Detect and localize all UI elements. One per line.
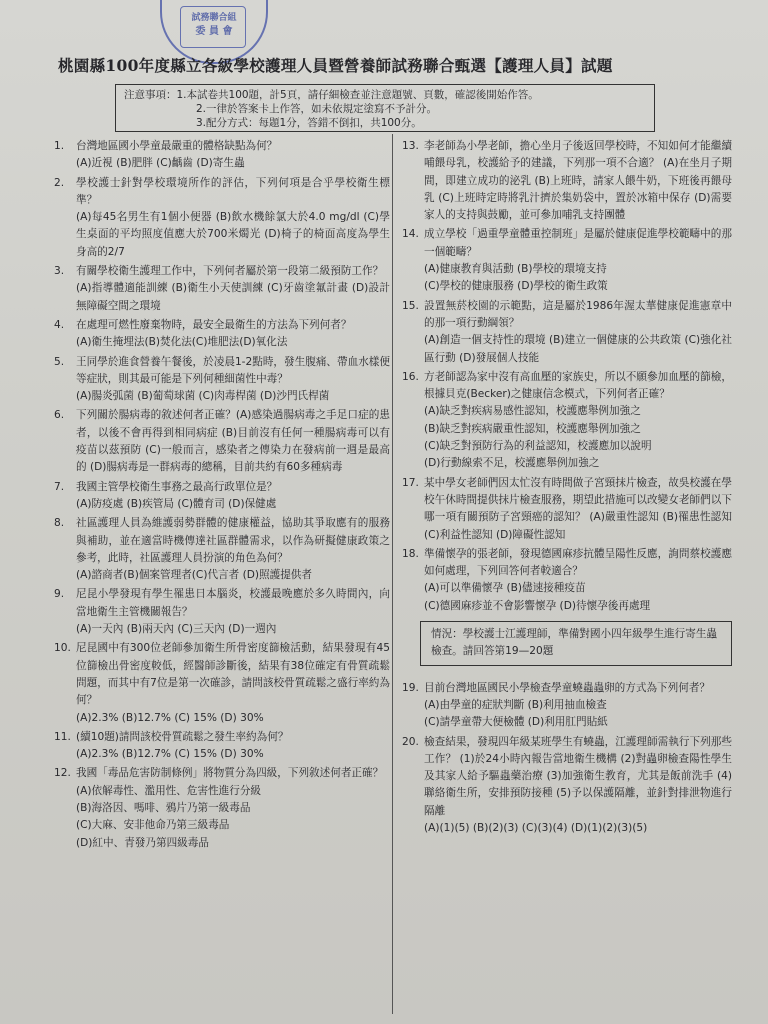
answer-options: (A)由學童的症狀判斷 (B)利用抽血檢查 [424, 698, 607, 711]
answer-options: (A)衛生掩埋法(B)焚化法(C)堆肥法(D)氧化法 [76, 336, 288, 349]
answer-options: (C)請學童帶大便檢體 (D)利用肛門貼紙 [424, 716, 608, 729]
question-text: 下列關於腸病毒的敘述何者正確？(A)感染過腸病毒之手足口症的患者，以後不會再得到相同病症 (B)目前沒有任何一種腸病毒可以有疫苗以茲預防 (C)一般而言，感染者之傳染力在發病前一週是最高的 (D)腸病毒是一群病毒的總稱，目前共約有60多種病毒 [76, 409, 390, 474]
answer-options: (A)諮商者(B)個案管理者(C)代言者 (D)照護提供者 [76, 569, 312, 582]
question-number: 2. [54, 176, 65, 189]
answer-options: (A)一天內 (B)兩天內 (C)三天內 (D)一週內 [76, 623, 277, 636]
answer-options: (A)(1)(5) (B)(2)(3) (C)(3)(4) (D)(1)(2)(3)(5) [424, 821, 648, 834]
answer-options: (C)學校的健康服務 (D)學校的衛生政策 [424, 280, 608, 293]
notice-box [115, 84, 655, 132]
question-item [402, 226, 732, 295]
question-item [402, 680, 732, 732]
question-text: 社區護理人員為維護弱勢群體的健康權益，協助其爭取應有的服務與補助，並在適當時機傳達社區群體需求，以作為研擬健康政策之參考，此時，社區護理人員扮演的角色為何？ [76, 517, 390, 564]
question-number: 20. [402, 735, 419, 748]
question-item [54, 729, 390, 764]
question-item [54, 175, 390, 261]
answer-options: (A)每45名男生有1個小便器 (B)飲水機餘氯大於4.0 mg/dl (C)學生桌面的平均照度值應大於700米燭光 (D)椅子的椅面高度為學生身高的2/7 [76, 211, 390, 258]
question-number: 1. [54, 140, 65, 152]
notice-line: 3.配分方式：每題1分，答錯不倒扣，共100分。 [196, 117, 422, 129]
question-number: 12. [54, 767, 71, 780]
answer-options: (B)缺乏對疾病嚴重性認知，校護應舉例加強之 [424, 422, 641, 435]
left-column [54, 138, 390, 854]
answer-options: (A)可以準備懷孕 (B)儘速接種疫苗 [424, 582, 586, 595]
right-column [402, 138, 732, 839]
question-item [54, 640, 390, 726]
question-number: 3. [54, 265, 65, 278]
answer-options: (D)行動線索不足，校護應舉例加強之 [424, 457, 600, 470]
question-text: 在處理可燃性廢棄物時，最安全最衛生的方法為下列何者？ [76, 318, 352, 331]
question-item [54, 317, 390, 352]
question-item [402, 734, 732, 838]
question-item [402, 138, 732, 224]
notice-line: 2.一律於答案卡上作答，如未依規定塗寫不予計分。 [196, 103, 438, 115]
question-number: 5. [54, 355, 65, 368]
question-item [402, 298, 732, 367]
question-text: 我國主管學校衛生事務之最高行政單位是？ [76, 480, 278, 493]
question-number: 18. [402, 547, 419, 560]
question-item [54, 479, 390, 514]
question-item [54, 765, 390, 851]
question-item [54, 354, 390, 406]
question-number: 14. [402, 228, 419, 241]
question-text: 目前台灣地區國民小學檢查學童蟯蟲蟲卵的方式為下列何者？ [424, 681, 711, 694]
question-number: 10. [54, 642, 71, 655]
answer-options: (A)2.3% (B)12.7% (C) 15% (D) 30% [76, 748, 264, 761]
question-item [54, 586, 390, 638]
question-item [402, 369, 732, 473]
question-number: 9. [54, 588, 65, 601]
answer-options: (D)紅中、青發乃第四級毒品 [76, 836, 209, 849]
answer-options: (A)依解毒性、濫用性、危害性進行分級 [76, 784, 262, 797]
seal-line-1: 試務聯合組 [191, 13, 237, 23]
question-item [54, 138, 390, 173]
answer-options: (A)創造一個支持性的環境 (B)建立一個健康的公共政策 (C)強化社區行動 (D)發展個人技能 [424, 334, 732, 364]
question-text: 成立學校「過重學童體重控制班」是屬於健康促進學校範疇中的那一個範疇？ [424, 228, 732, 258]
question-text: 有關學校衛生護理工作中，下列何者屬於第一段第二級預防工作？ [76, 265, 384, 278]
question-number: 6. [54, 409, 65, 422]
question-number: 11. [54, 730, 71, 743]
notice-line: 注意事項：1.本試卷共100題，計5頁，請仔細檢查並注意題號、頁數，確認後開始作答。 [124, 89, 539, 101]
question-number: 8. [54, 517, 65, 530]
question-text: 王同學於進食營養午餐後，於凌晨1-2點時，發生腹痛、帶血水樣便等症狀，則其最可能是下列何種細菌性中毒？ [76, 355, 390, 385]
answer-options: (A)健康教育與活動 (B)學校的環境支持 [424, 263, 607, 276]
answer-options: (A)指導體適能訓練 (B)衛生小天使訓練 (C)牙齒塗氟計畫 (D)設計無障礙空間之環境 [76, 282, 390, 312]
question-item [54, 515, 390, 584]
answer-options: (A)2.3% (B)12.7% (C) 15% (D) 30% [76, 711, 264, 724]
seal-line-2: 委 員 會 [195, 26, 233, 37]
question-item [402, 475, 732, 544]
question-text: 尼昆國中有300位老師參加衛生所骨密度篩檢活動，結果發現有45位篩檢出骨密度較低，經醫師診斷後，結果有38位確定有骨質疏鬆問題，而其中有7位是第一次確診，請問該校骨質疏鬆之盛行率約為何？ [76, 642, 390, 707]
question-text: 檢查結果，發現四年級某班學生有蟯蟲，江護理師需執行下列那些工作？ (1)於24小時內報告當地衛生機構 (2)對蟲卵檢查陽性學生及其家人給予驅蟲藥治療 (3)加強衛生教育，尤其是飯前洗手 (4)聯絡衛生所，安排預防接種 (5)予以保護隔離，並針對排泄物進行隔離 [424, 735, 732, 817]
question-text: 台灣地區國小學童最嚴重的體格缺點為何？ [76, 140, 278, 152]
question-number: 15. [402, 299, 419, 312]
question-number: 13. [402, 140, 419, 152]
answer-options: (A)腸炎弧菌 (B)葡萄球菌 (C)肉毒桿菌 (D)沙門氏桿菌 [76, 390, 330, 403]
answer-options: (A)缺乏對疾病易感性認知，校護應舉例加強之 [424, 405, 641, 418]
question-number: 4. [54, 318, 65, 331]
question-number: 17. [402, 476, 419, 489]
question-number: 7. [54, 480, 65, 493]
question-text: 學校護士針對學校環境所作的評估，下列何項是合乎學校衛生標準？ [76, 176, 390, 206]
answer-options: (C)大麻、安非他命乃第三級毒品 [76, 819, 230, 832]
answer-options: (A)防疫處 (B)疾管局 (C)體育司 (D)保健處 [76, 497, 277, 510]
question-item [54, 407, 390, 476]
scenario-box: 情況：學校護士江護理師，準備對國小四年級學生進行寄生蟲檢查。請回答第19—20題 [420, 621, 732, 666]
column-divider [392, 134, 393, 1014]
answer-options: (C)缺乏對預防行為的利益認知，校護應加以說明 [424, 440, 652, 453]
question-item [54, 263, 390, 315]
answer-options: (A)近視 (B)肥胖 (C)齲齒 (D)寄生蟲 [76, 157, 245, 170]
question-text: 準備懷孕的張老師，發現德國麻疹抗體呈陽性反應，詢問蔡校護應如何處理，下列回答何者較適合？ [424, 547, 732, 578]
question-text: 方老師認為家中沒有高血壓的家族史，所以不願參加血壓的篩檢，根據貝克(Becker)之健康信念模式，下列何者正確？ [424, 370, 732, 401]
question-number: 16. [402, 370, 419, 383]
question-item [402, 546, 732, 615]
question-text: 設置無菸校園的示範點，這是屬於1986年渥太華健康促進憲章中的那一項行動綱領？ [424, 299, 732, 329]
question-text: 我國「毒品危害防制條例」將物質分為四級，下列敘述何者正確？ [76, 767, 384, 780]
answer-options: (C)德國麻疹並不會影響懷孕 (D)待懷孕後再處理 [424, 599, 651, 612]
question-text: 尼昆小學發現有學生罹患日本腦炎，校護最晚應於多久時間內，向當地衛生主管機關報告？ [76, 588, 390, 618]
answer-options: (B)海洛因、嗎啡、鴉片乃第一級毒品 [76, 801, 251, 814]
question-text: 李老師為小學老師，擔心坐月子後返回學校時，不知如何才能繼續哺餵母乳，校護給予的建議，下列那一項不合適？ (A)在坐月子期間，即建立成功的泌乳 (B)上班時，請家人餵牛奶，下班後再餵母乳 (C)上班時定時將乳汁擠於集奶袋中，置於冰箱中保存 (D)需要家人的支持與鼓勵，並可參加哺乳支持團體 [424, 140, 732, 222]
question-text: (續10題)請問該校骨質疏鬆之發生率約為何？ [76, 730, 289, 743]
question-number: 19. [402, 681, 419, 694]
question-text: 某中學女老師們因太忙沒有時間做子宮頸抹片檢查，故吳校護在學校午休時間提供抹片檢查服務，期望此措施可以改變女老師們以下哪一項有關預防子宮頸癌的認知？ (A)嚴重性認知 (B)罹患性認知 (C)利益性認知 (D)障礙性認知 [424, 476, 732, 541]
exam-title: 桃園縣100年度縣立各級學校護理人員暨營養師試務聯合甄選【護理人員】試題 [58, 56, 613, 75]
